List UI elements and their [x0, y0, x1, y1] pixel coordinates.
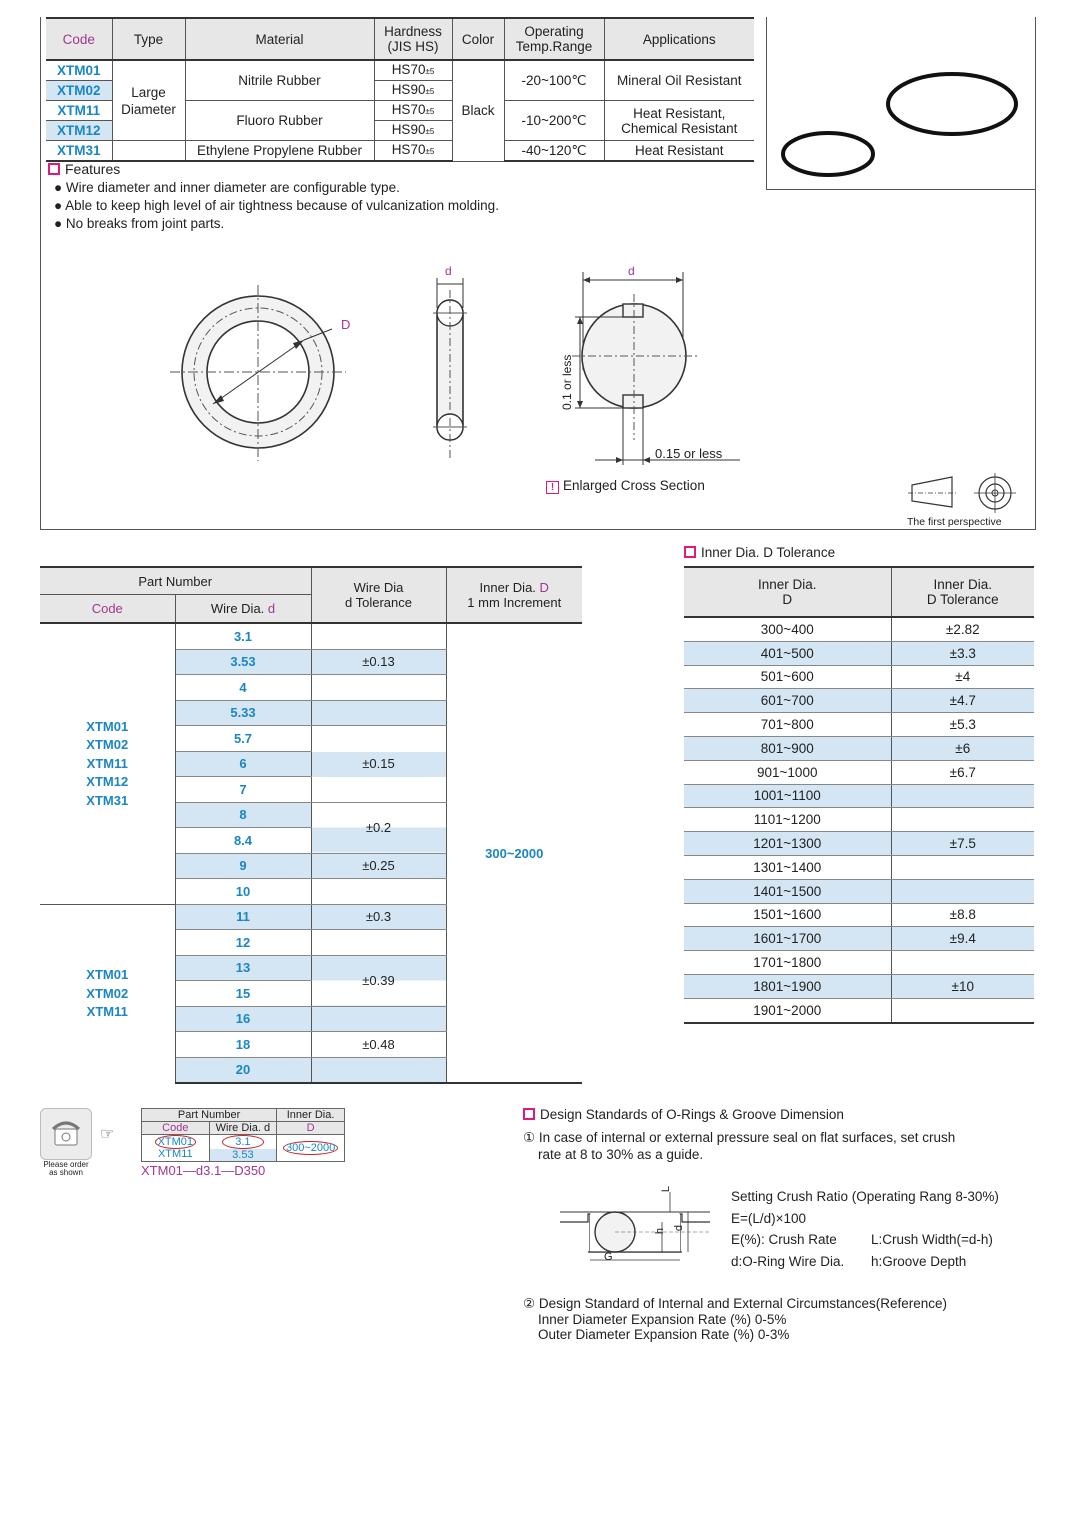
groove-label-G: G	[604, 1251, 613, 1263]
label-0.1-or-less: 0.1 or less	[560, 354, 574, 410]
alert-icon: !	[546, 481, 559, 494]
tol-value	[891, 951, 1034, 975]
tol-value: ±10	[891, 974, 1034, 998]
pn-wire-tolerance	[311, 1006, 446, 1032]
pn-header-wire: Wire Dia. d	[175, 595, 311, 624]
spec-type-empty	[112, 141, 185, 162]
tol-value	[891, 998, 1034, 1022]
pn-header-code: Code	[40, 595, 175, 624]
tol-value: ±8.8	[891, 903, 1034, 927]
crush-title: Setting Crush Ratio (Operating Rang 8-30%)	[731, 1189, 999, 1204]
spec-color: Black	[452, 60, 504, 161]
pn-wire-dia: 20	[175, 1057, 311, 1083]
features-list	[54, 179, 499, 233]
pn-header-part-number: Part Number	[40, 567, 311, 595]
tol-row	[684, 784, 1034, 808]
pn-code: XTM11	[86, 755, 128, 771]
spec-hardness: HS90±5	[374, 81, 452, 101]
spec-hardness: HS70±5	[374, 141, 452, 162]
tol-value	[891, 855, 1034, 879]
tol-range: 1501~1600	[684, 903, 891, 927]
tol-range: 901~1000	[684, 760, 891, 784]
pn-wire-tolerance	[311, 930, 446, 956]
pn-wire-tolerance: ±0.48	[311, 1032, 446, 1058]
spec-header-type: Type	[112, 18, 185, 60]
tol-range: 300~400	[684, 617, 891, 641]
tol-range: 1001~1100	[684, 784, 891, 808]
tol-value: ±9.4	[891, 927, 1034, 951]
crush-defs-1: E(%): Crush Rate L:Crush Width(=d-h)	[731, 1232, 993, 1247]
tol-row	[684, 951, 1034, 975]
pn-wire-dia: 6	[175, 751, 311, 777]
crush-defs-2: d:O-Ring Wire Dia. h:Groove Depth	[731, 1253, 967, 1269]
tol-value: ±4	[891, 665, 1034, 689]
tol-row	[684, 713, 1034, 737]
tol-range: 401~500	[684, 641, 891, 665]
tol-value: ±2.82	[891, 617, 1034, 641]
spec-application: Mineral Oil Resistant	[604, 60, 754, 101]
pn-wire-dia: 18	[175, 1032, 311, 1058]
tol-row	[684, 641, 1034, 665]
pn-wire-dia: 5.33	[175, 700, 311, 726]
tolerance-title: Inner Dia. D Tolerance	[684, 545, 835, 560]
phone-icon-graphic	[41, 1109, 91, 1159]
pn-header-wire-tolerance: Wire Dia d Tolerance	[311, 567, 446, 623]
crush-formula: E=(L/d)×100	[731, 1210, 807, 1226]
pn-wire-dia: 13	[175, 955, 311, 981]
order-header-D: D	[277, 1122, 345, 1135]
o-ring-front-view	[170, 285, 360, 475]
tol-row	[684, 689, 1034, 713]
spec-material: Nitrile Rubber	[185, 60, 374, 101]
tol-row	[684, 855, 1034, 879]
cross-section-caption: ! Enlarged Cross Section	[546, 478, 705, 494]
pn-code-group	[40, 904, 175, 1083]
feature-item: ● No breaks from joint parts.	[54, 216, 225, 231]
design-p2: ② Design Standard of Internal and External Circumstances(Reference) Inner Diameter Expansion Rate (%) 0-5% Outer Diameter Expansion Rate (%) 0-3%	[523, 1296, 948, 1342]
spec-table	[46, 17, 754, 162]
spec-header-material: Material	[185, 18, 374, 60]
pn-wire-tolerance: ±0.13	[311, 649, 446, 675]
tol-row	[684, 736, 1034, 760]
pn-code: XTM01	[86, 718, 129, 734]
tol-header-tolerance: Inner Dia. D Tolerance	[891, 567, 1034, 617]
pn-code: XTM12	[86, 774, 129, 789]
section-marker-icon	[684, 546, 696, 558]
pn-wire-dia: 4	[175, 675, 311, 701]
spec-code: XTM12	[46, 121, 112, 141]
pn-inner-range: 300~2000	[446, 623, 582, 1083]
pn-wire-dia: 3.1	[175, 623, 311, 649]
label-d-cross: d	[628, 264, 635, 278]
groove-label-L: L	[660, 1185, 673, 1193]
tol-range: 601~700	[684, 689, 891, 713]
groove-label-h: h	[654, 1227, 667, 1235]
tol-range: 1301~1400	[684, 855, 891, 879]
tol-range: 1601~1700	[684, 927, 891, 951]
order-inner: 300~2000	[277, 1135, 345, 1162]
spec-code: XTM02	[46, 81, 112, 101]
pn-wire-tolerance: ±0.15	[311, 726, 446, 803]
pn-wire-dia: 15	[175, 981, 311, 1007]
spec-type: Large Diameter	[112, 60, 185, 141]
spec-code: XTM01	[46, 60, 112, 81]
tol-row	[684, 927, 1034, 951]
tol-range: 1901~2000	[684, 998, 891, 1022]
tol-range: 801~900	[684, 736, 891, 760]
order-wire: 3.1 3.53	[209, 1135, 277, 1162]
label-0.15-or-less: 0.15 or less	[655, 446, 723, 461]
pn-code: XTM02	[86, 737, 129, 752]
pn-wire-dia: 8	[175, 802, 311, 828]
o-ring-side-view	[425, 270, 475, 470]
spec-header-hardness: Hardness (JIS HS)	[374, 18, 452, 60]
tol-row	[684, 617, 1034, 641]
order-example-table	[141, 1108, 345, 1162]
design-p1: ① In case of internal or external pressure seal on flat surfaces, set crush rate at 8 to 30% as a guide.	[523, 1130, 956, 1162]
pointing-hand-icon: ☞	[100, 1126, 115, 1143]
feature-item: ● Able to keep high level of air tightness because of vulcanization molding.	[54, 198, 499, 213]
label-d-side: d	[445, 264, 452, 278]
order-header-code: Code	[142, 1122, 210, 1135]
enlarged-cross-section	[550, 270, 750, 470]
pn-wire-tolerance	[311, 623, 446, 649]
pn-wire-dia: 8.4	[175, 828, 311, 854]
part-number-table	[40, 566, 582, 1084]
pn-code: XTM02	[86, 985, 129, 1001]
spec-temp: -10~200℃	[504, 101, 604, 141]
o-ring-photo	[770, 70, 1030, 190]
groove-label-d: d	[673, 1224, 686, 1232]
spec-hardness: HS70±5	[374, 101, 452, 121]
spec-header-temp: Operating Temp.Range	[504, 18, 604, 60]
tol-range: 1201~1300	[684, 832, 891, 856]
groove-diagram	[560, 1180, 710, 1275]
pn-code: XTM31	[86, 792, 129, 808]
pn-wire-tolerance: ±0.3	[311, 904, 446, 930]
tol-row	[684, 760, 1034, 784]
order-caption: Please order as shown	[43, 1160, 89, 1177]
spec-header-color: Color	[452, 18, 504, 60]
pn-code: XTM11	[86, 1004, 128, 1019]
spec-material: Fluoro Rubber	[185, 101, 374, 141]
spec-application: Heat Resistant	[604, 141, 754, 162]
tol-header-inner-dia: Inner Dia. D	[684, 567, 891, 617]
spec-hardness: HS70±5	[374, 60, 452, 81]
order-header-part: Part Number	[142, 1109, 277, 1122]
pn-wire-dia: 9	[175, 853, 311, 879]
spec-material: Ethylene Propylene Rubber	[185, 141, 374, 162]
order-header-wire: Wire Dia. d	[209, 1122, 277, 1135]
pn-wire-tolerance: ±0.39	[311, 955, 446, 1006]
spec-code: XTM31	[46, 141, 112, 162]
crush-ratio-block	[731, 1186, 999, 1272]
tol-range: 501~600	[684, 665, 891, 689]
section-marker-icon	[48, 163, 60, 175]
order-header-inner: Inner Dia.	[277, 1109, 345, 1122]
spec-temp: -20~100℃	[504, 60, 604, 101]
pn-wire-dia: 3.53	[175, 649, 311, 675]
tol-row	[684, 879, 1034, 903]
pn-header-inner-dia: Inner Dia. D 1 mm Increment	[446, 567, 582, 623]
pn-wire-tolerance	[311, 879, 446, 905]
tol-range: 1101~1200	[684, 808, 891, 832]
order-code: XTM01 XTM11	[142, 1135, 210, 1162]
order-example-string: XTM01—d3.1—D350	[141, 1163, 266, 1178]
tol-range: 1401~1500	[684, 879, 891, 903]
spec-header-applications: Applications	[604, 18, 754, 60]
tol-range: 1801~1900	[684, 974, 891, 998]
spec-hardness: HS90±5	[374, 121, 452, 141]
pn-code-group	[40, 623, 175, 904]
pn-wire-tolerance	[311, 1057, 446, 1083]
spec-application: Heat Resistant, Chemical Resistant	[604, 101, 754, 141]
tol-value	[891, 808, 1034, 832]
spec-code: XTM11	[46, 101, 112, 121]
phone-icon	[40, 1108, 92, 1160]
pn-code: XTM01	[86, 967, 129, 982]
design-title: Design Standards of O-Rings & Groove Dimension	[523, 1107, 844, 1122]
tol-value: ±6	[891, 736, 1034, 760]
tol-value	[891, 784, 1034, 808]
pn-wire-tolerance: ±0.25	[311, 853, 446, 879]
tol-value: ±5.3	[891, 713, 1034, 737]
pn-wire-tolerance	[311, 700, 446, 726]
pn-wire-dia: 7	[175, 777, 311, 803]
pn-wire-tolerance: ±0.2	[311, 802, 446, 853]
pn-wire-dia: 12	[175, 930, 311, 956]
first-angle-projection-icon	[908, 473, 1020, 513]
pn-row	[40, 623, 582, 649]
tol-row	[684, 808, 1034, 832]
pn-wire-dia: 10	[175, 879, 311, 905]
spec-temp: -40~120℃	[504, 141, 604, 162]
tol-value: ±6.7	[891, 760, 1034, 784]
tol-range: 1701~1800	[684, 951, 891, 975]
pn-wire-dia: 5.7	[175, 726, 311, 752]
label-D: D	[341, 317, 351, 332]
pn-wire-tolerance	[311, 675, 446, 701]
tolerance-table	[684, 566, 1034, 1024]
tol-row	[684, 903, 1034, 927]
tol-value: ±7.5	[891, 832, 1034, 856]
tol-value: ±4.7	[891, 689, 1034, 713]
tol-row	[684, 665, 1034, 689]
feature-item: ● Wire diameter and inner diameter are configurable type.	[54, 180, 400, 195]
features-title: Features	[48, 161, 120, 177]
tol-row	[684, 832, 1034, 856]
pn-wire-dia: 16	[175, 1006, 311, 1032]
tol-row	[684, 974, 1034, 998]
section-marker-icon	[523, 1108, 535, 1120]
pn-wire-dia: 11	[175, 904, 311, 930]
tol-value: ±3.3	[891, 641, 1034, 665]
first-perspective-label: The first perspective	[907, 516, 1002, 528]
tol-row	[684, 998, 1034, 1022]
tol-value	[891, 879, 1034, 903]
tol-range: 701~800	[684, 713, 891, 737]
spec-header-code: Code	[46, 18, 112, 60]
